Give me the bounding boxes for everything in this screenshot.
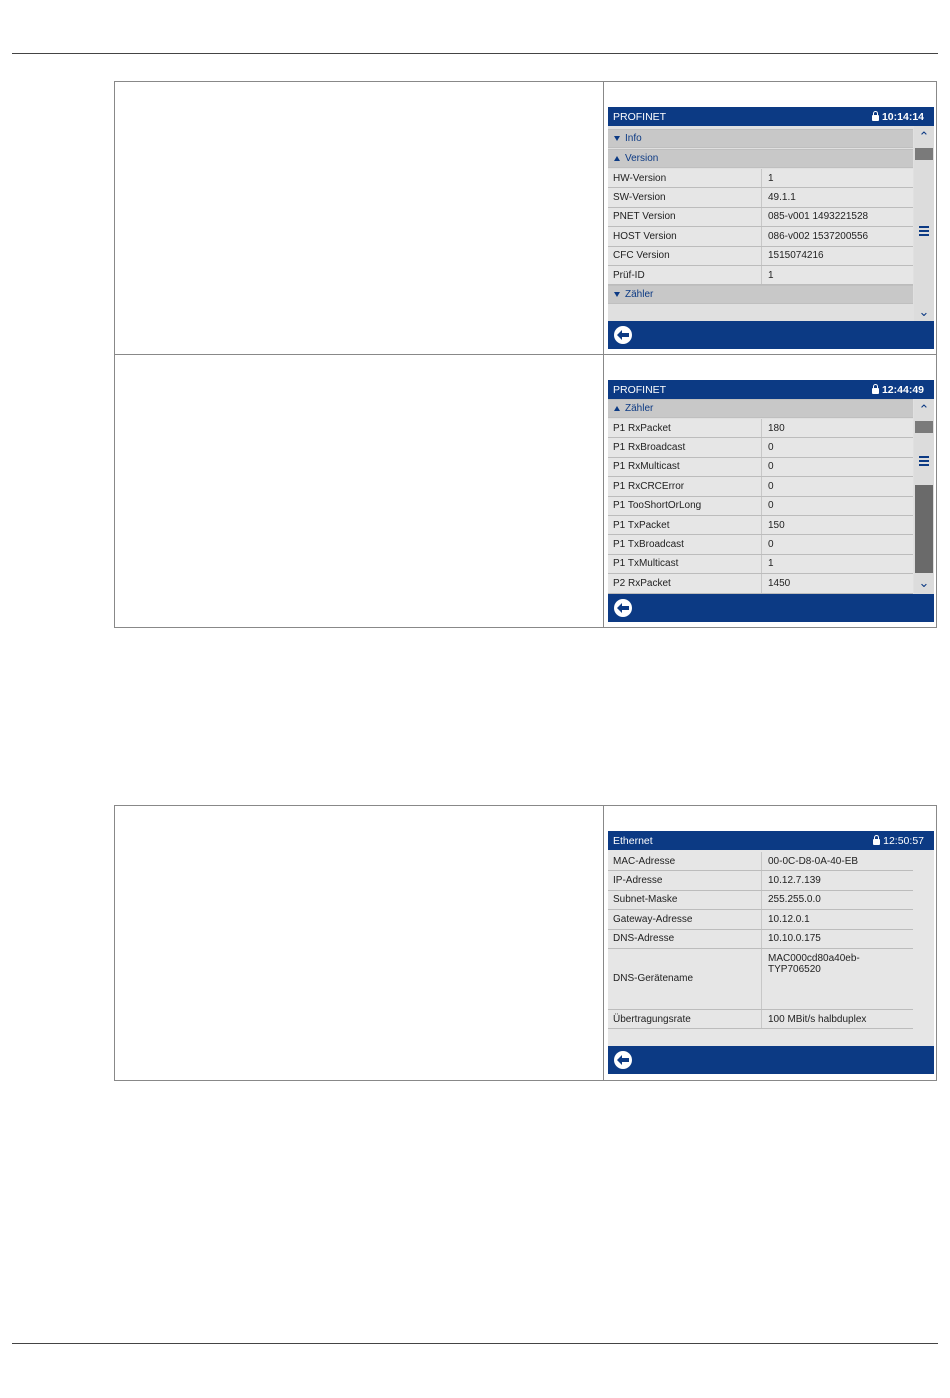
item-label: Prüf-ID — [608, 266, 762, 284]
screen-header — [608, 107, 934, 126]
item-value: 086-v002 1537200556 — [768, 230, 869, 242]
item-value: 10.12.0.1 — [768, 913, 810, 925]
screenshot-cell — [604, 355, 936, 628]
data-list — [608, 129, 913, 305]
item-label: P1 TooShortOrLong — [608, 497, 762, 515]
list-item — [608, 438, 913, 457]
screen-footer — [608, 1046, 934, 1074]
item-label: P1 RxBroadcast — [608, 438, 762, 456]
screen-title: PROFINET — [613, 110, 667, 123]
lock-icon — [873, 839, 880, 845]
item-value — [762, 949, 913, 1009]
item-label: P1 RxCRCError — [608, 477, 762, 495]
clock-time: 12:50:57 — [883, 834, 924, 847]
list-item — [608, 247, 913, 266]
lock-icon — [872, 115, 879, 121]
description-cell — [115, 806, 604, 1080]
section-info[interactable] — [608, 129, 913, 148]
item-label: SW-Version — [608, 188, 762, 206]
list-item — [608, 574, 913, 593]
clock — [873, 835, 924, 847]
list-item — [608, 497, 913, 516]
clock-time: 12:44:49 — [881, 383, 924, 396]
scroll-down-icon[interactable]: ⌄ — [918, 304, 930, 319]
screen-title: PROFINET — [613, 383, 667, 396]
section-label: Version — [625, 153, 659, 164]
item-value: 1515074216 — [768, 250, 824, 262]
screen-header — [608, 380, 934, 399]
screenshot-cell — [604, 82, 936, 354]
list-item — [608, 458, 913, 477]
description-cell — [115, 355, 604, 628]
item-label: PNET Version — [608, 208, 762, 226]
back-arrow-icon[interactable] — [614, 1051, 632, 1069]
item-label: Gateway-Adresse — [608, 910, 762, 928]
item-value: 1 — [768, 269, 774, 281]
item-label: HW-Version — [608, 169, 762, 187]
item-label: P1 TxBroadcast — [608, 535, 762, 553]
scrollbar-thumb[interactable] — [915, 148, 933, 160]
item-label: HOST Version — [608, 227, 762, 245]
list-item — [608, 555, 913, 574]
item-value: 0 — [768, 539, 774, 551]
clock-time: 10:14:14 — [881, 110, 924, 123]
item-value: 100 MBit/s halbduplex — [768, 1013, 867, 1025]
item-label: CFC Version — [608, 247, 762, 265]
list-item — [608, 188, 913, 207]
scrollbar-thumb[interactable] — [915, 421, 933, 433]
item-label: Subnet-Maske — [608, 891, 762, 909]
data-list — [608, 399, 913, 594]
section-label: Zähler — [625, 403, 654, 414]
data-list — [608, 852, 913, 1029]
scroll-up-icon[interactable]: ⌃ — [918, 129, 930, 144]
list-item — [608, 910, 913, 929]
expand-icon — [614, 136, 620, 141]
menu-icon[interactable] — [919, 226, 929, 238]
collapse-icon — [614, 156, 620, 161]
top-rule — [12, 53, 938, 54]
item-label: P2 RxPacket — [608, 574, 762, 592]
item-value: 0 — [768, 480, 774, 492]
profinet-version-screen — [608, 107, 934, 349]
screenshot-cell — [604, 806, 936, 1080]
item-value: 10.12.7.139 — [768, 875, 821, 887]
list-item — [608, 266, 913, 285]
back-arrow-icon[interactable] — [614, 326, 632, 344]
item-value: 085-v001 1493221528 — [768, 211, 869, 223]
item-label: IP-Adresse — [608, 871, 762, 889]
profinet-version-row — [115, 82, 936, 355]
ethernet-row — [115, 806, 936, 1080]
section-zaehler[interactable] — [608, 399, 913, 418]
ethernet-table — [114, 805, 937, 1081]
list-item — [608, 891, 913, 910]
item-label: Übertragungsrate — [608, 1010, 762, 1028]
item-value: 0 — [768, 500, 774, 512]
screen-footer — [608, 594, 934, 622]
item-label: P1 TxMulticast — [608, 555, 762, 573]
item-value: 150 — [768, 519, 785, 531]
list-item — [608, 535, 913, 554]
screen-footer — [608, 321, 934, 349]
item-value-line: MAC000cd80a40eb- — [768, 952, 860, 964]
item-value: 0 — [768, 461, 774, 473]
item-label: DNS-Gerätename — [608, 949, 762, 1009]
lock-icon — [872, 388, 879, 394]
profinet-counter-screen — [608, 380, 934, 622]
item-label: P1 RxPacket — [608, 419, 762, 437]
list-item — [608, 930, 913, 949]
clock — [872, 111, 924, 123]
list-item — [608, 1010, 913, 1029]
list-item — [608, 227, 913, 246]
item-value: 180 — [768, 422, 785, 434]
item-value: 1450 — [768, 577, 791, 589]
item-value: 255.255.0.0 — [768, 894, 821, 906]
item-label: DNS-Adresse — [608, 930, 762, 948]
section-label: Zähler — [625, 289, 654, 301]
list-item — [608, 516, 913, 535]
item-label: MAC-Adresse — [608, 852, 762, 870]
section-label: Info — [625, 133, 642, 144]
scroll-up-icon[interactable]: ⌃ — [918, 402, 930, 417]
profinet-table — [114, 81, 937, 628]
profinet-counter-row — [115, 355, 936, 628]
list-item — [608, 169, 913, 188]
clock — [872, 384, 924, 396]
list-item — [608, 208, 913, 227]
back-arrow-icon[interactable] — [614, 599, 632, 617]
list-item — [608, 949, 913, 1010]
scrollbar-track-lower[interactable] — [915, 485, 933, 573]
list-item — [608, 871, 913, 890]
item-value: 1 — [768, 558, 774, 570]
collapse-icon — [614, 406, 620, 411]
ethernet-screen — [608, 831, 934, 1074]
bottom-rule — [12, 1343, 938, 1344]
section-zaehler[interactable] — [608, 285, 913, 304]
item-label: P1 RxMulticast — [608, 458, 762, 476]
scrollbar[interactable] — [914, 399, 934, 594]
item-value: 0 — [768, 442, 774, 454]
item-value: 1 — [768, 172, 774, 184]
screen-header — [608, 831, 934, 850]
item-value-line: TYP706520 — [768, 963, 821, 975]
item-value: 10.10.0.175 — [768, 933, 821, 945]
scroll-down-icon[interactable]: ⌄ — [918, 575, 930, 590]
list-item — [608, 419, 913, 438]
scrollbar[interactable] — [914, 126, 934, 321]
menu-icon[interactable] — [919, 456, 929, 468]
item-label: P1 TxPacket — [608, 516, 762, 534]
item-value: 49.1.1 — [768, 192, 796, 204]
screen-title: Ethernet — [613, 834, 653, 847]
item-value: 00-0C-D8-0A-40-EB — [768, 855, 859, 867]
expand-icon — [614, 292, 620, 297]
section-version[interactable] — [608, 149, 913, 168]
description-cell — [115, 82, 604, 354]
list-item — [608, 477, 913, 496]
list-item — [608, 852, 913, 871]
